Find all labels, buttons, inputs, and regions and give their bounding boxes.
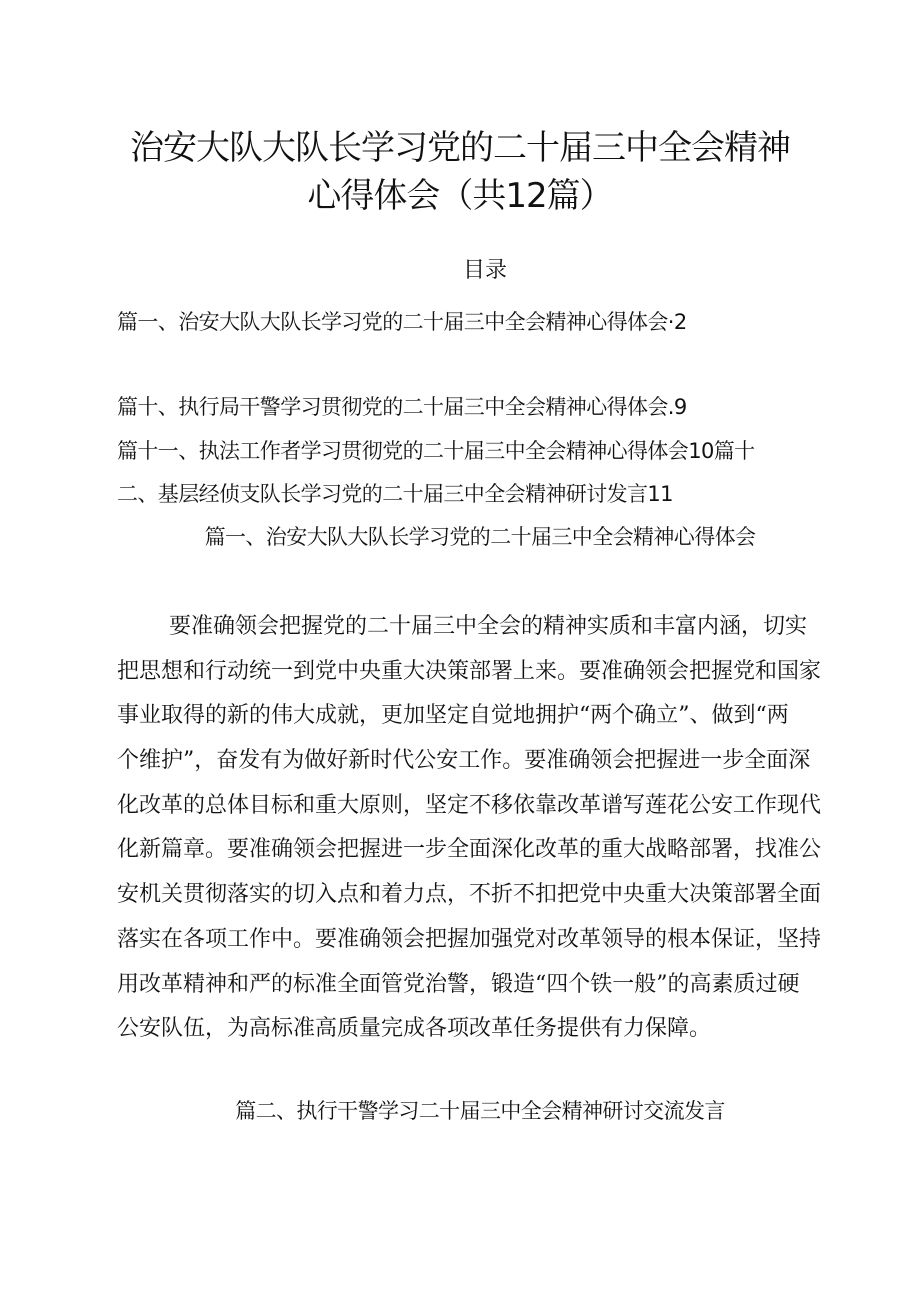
body-line: 个维护”，奋发有为做好新时代公安工作。要准确领会把握进一步全面深	[117, 748, 811, 774]
toc-entry: 篇一、治安大队大队长学习党的二十届三中全会精神心得体会·2	[117, 310, 687, 334]
body-line: 用改革精神和严的标准全面管党治警，锻造“四个铁一般”的高素质过硬	[117, 971, 800, 997]
body-line: 公安队伍，为高标准高质量完成各项改革任务提供有力保障。	[117, 1016, 712, 1042]
body-line: 安机关贯彻落实的切入点和着力点，不折不扣把党中央重大决策部署全面	[117, 882, 822, 908]
toc-entry: 二、基层经侦支队长学习党的二十届三中全会精神研讨发言11	[117, 482, 673, 506]
toc-entry: 篇十一、执法工作者学习贯彻党的二十届三中全会精神心得体会10篇十	[117, 439, 755, 463]
toc-heading: 目录	[462, 258, 507, 283]
body-line: 要准确领会把握党的二十届三中全会的精神实质和丰富内涵，切实	[169, 614, 808, 639]
toc-entry: 篇十、执行局干警学习贯彻党的二十届三中全会精神心得体会.9	[117, 395, 687, 419]
body-line: 化新篇章。要准确领会把握进一步全面深化改革的重大战略部署，找准公	[117, 837, 822, 863]
section-body	[117, 605, 857, 1052]
document-title-line-1: 治安大队大队长学习党的二十届三中全会精神	[130, 128, 790, 168]
section-heading: 篇一、治安大队大队长学习党的二十届三中全会精神心得体会	[204, 525, 756, 549]
body-line: 化改革的总体目标和重大原则，坚定不移依靠改革谱写莲花公安工作现代	[117, 792, 822, 818]
body-line: 把思想和行动统一到党中央重大决策部署上来。要准确领会把握党和国家	[117, 658, 822, 684]
body-line: 落实在各项工作中。要准确领会把握加强党对改革领导的根本保证，坚持	[117, 926, 822, 952]
body-line: 事业取得的新的伟大成就，更加坚定自觉地拥护“两个确立”、做到“两	[117, 703, 789, 729]
section-heading: 篇二、执行干警学习二十届三中全会精神研讨交流发言	[235, 1099, 725, 1123]
document-title-line-2: 心得体会（共12篇）	[307, 176, 613, 216]
